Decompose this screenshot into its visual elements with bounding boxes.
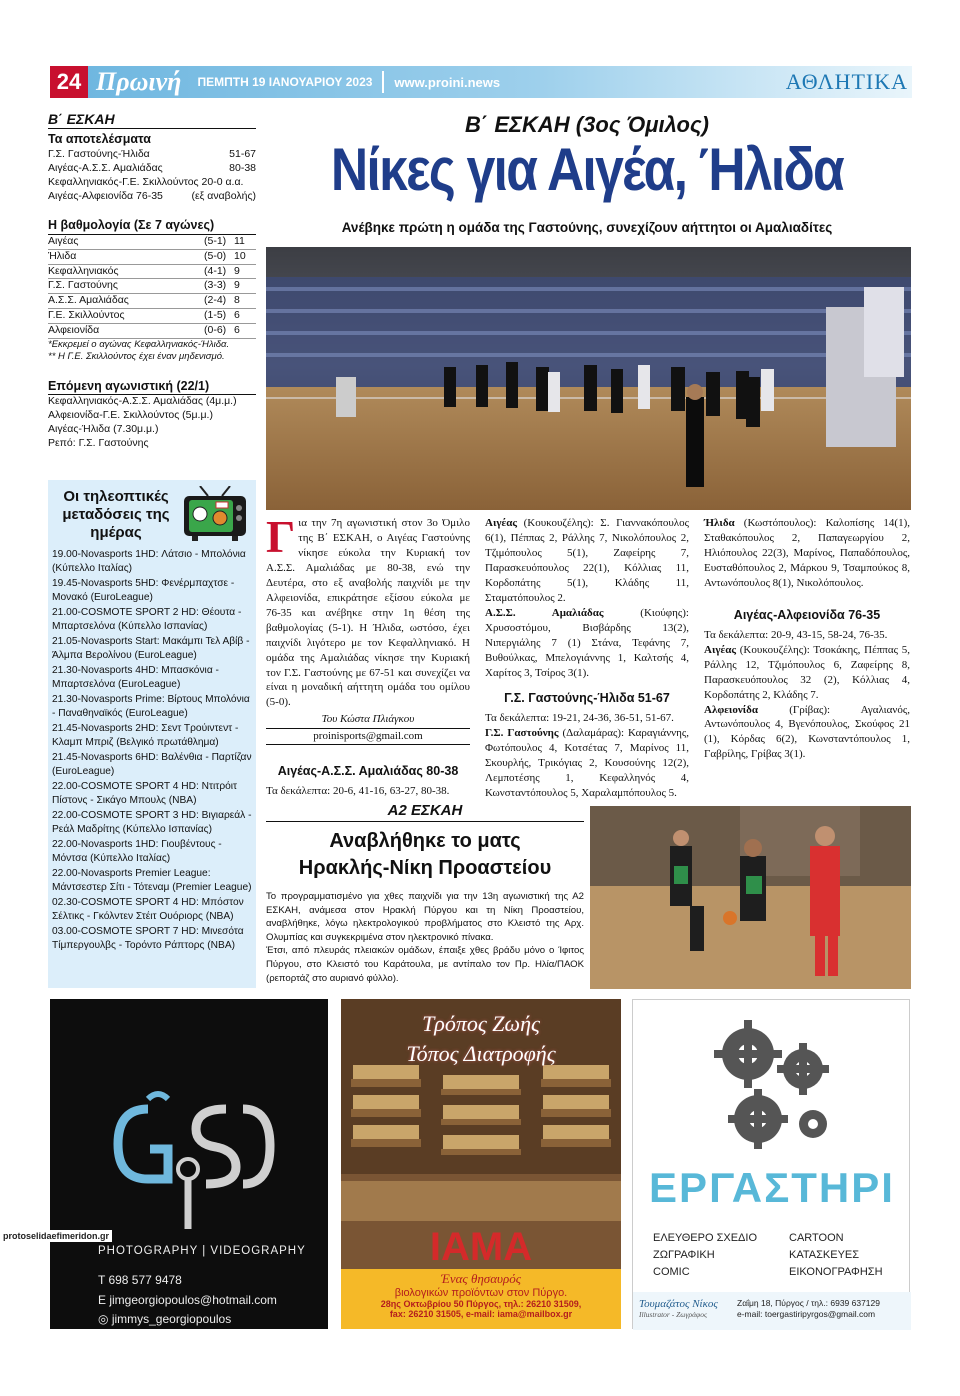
dropcap: Γ: [266, 511, 296, 562]
team-points: 8: [234, 294, 240, 307]
next-round-item: Αλφειονίδα-Γ.Ε. Σκιλλούντος (5μ.μ.): [48, 408, 213, 421]
standings-row: [48, 324, 256, 339]
team-name: Γ.Σ. Γαστούνης: [48, 279, 118, 292]
tv-schedule-item: 21.30-Novasports 4HD: Μπασκόνια - Μπαρτσελόνα (EuroLeague): [52, 664, 219, 691]
standings-row: [48, 250, 256, 265]
artist-role: Illustrator - Ζωγράφος: [639, 1310, 707, 1319]
next-round-item: Κεφαλληνιακός-Α.Σ.Σ. Αμαλιάδας (4μ.μ.): [48, 395, 237, 408]
result-match: Αιγέας-Αλφειονίδα 76-35: [48, 189, 163, 202]
page-number: 24: [50, 66, 88, 98]
game2-title: Γ.Σ. Γαστούνης-Ήλιδα 51-67: [504, 691, 670, 706]
game2-team1-lineup: [485, 726, 689, 801]
standings-row: [48, 309, 256, 324]
article-column-1: [266, 511, 470, 799]
game1-team2-lineup: [485, 606, 689, 681]
next-round-title: Επόμενη αγωνιστική (22/1): [48, 378, 256, 396]
result-row: [48, 176, 256, 190]
page-header: [50, 66, 912, 98]
instagram-handle: jimmys_georgiopoulos: [111, 1312, 232, 1326]
team-record: (5-0): [204, 249, 227, 262]
result-row: [48, 162, 256, 176]
standings-row: [48, 294, 256, 309]
lineup-text: (Κιούφης): Χρυσοστόμου, Βισβάρδης 13(2), Νιπεργιάλης 7 (1) Στάνα, Τεφάνης 7, Βυθούλκας, Μπελογιάννης 1, Καλτσής 4, Χαρίτος 3, Τσίρος 3(1).: [485, 606, 689, 679]
results-list: [48, 148, 256, 203]
team-name: Ήλιδα: [704, 517, 735, 529]
website-link[interactable]: www.proini.news: [394, 74, 501, 90]
team-name: Γ.Ε. Σκιλλούντος: [48, 309, 125, 322]
team-record: (1-5): [204, 309, 227, 322]
ad-info-band: [341, 1269, 621, 1329]
art-workshop-ad[interactable]: [632, 999, 910, 1329]
team-points: 11: [234, 234, 245, 247]
section-title: ΑΘΛΗΤΙΚΑ: [785, 69, 908, 94]
result-row: [48, 148, 256, 162]
lineup-text: (Κουκουζέλης): Σ. Γιαννακόπουλος 6(1), Πέππας 2, Ράλλης 7, Νικολόπουλος 2, Τζιμόπουλος 5(1), Ζαφείρης 7, Παρασκευόπουλος 22(1), Κόλλιας 11, Κορδοπάτης 5(1), Κλάδης 11, Σταματόπουλος 2.: [485, 517, 689, 604]
article-email[interactable]: proinisports@gmail.com: [266, 728, 470, 745]
header-divider: [382, 71, 384, 93]
result-match: Γ.Σ. Γαστούνης-Ήλιδα: [48, 147, 150, 160]
article-column-2: [485, 516, 689, 801]
result-score: 51-67: [229, 147, 256, 160]
game1-team1-lineup: [485, 516, 689, 606]
a2-headline-line: Ηρακλής-Νίκη Προαστείου: [298, 857, 552, 879]
basketball-action-photo: [590, 806, 911, 989]
tv-schedule-item: 03.00-COSMOTE SPORT 7 HD: Μινεσότα Τίμπεργουλβς - Τορόντο Ράπτορς (NBA): [52, 925, 244, 952]
tv-schedule-item: 21.30-Novasports Prime: Βίρτους Μπολόνια - Παναθηναϊκός (EuroLeague): [52, 693, 250, 720]
result-match: Αιγέας-Α.Σ.Σ. Αμαλιάδας: [48, 161, 163, 174]
header-bar: [88, 66, 912, 98]
standings-table: [48, 235, 256, 339]
article-headline: Νίκες για Αιγέα, Ήλιδα: [330, 136, 844, 203]
a2-headline: [266, 828, 584, 882]
iama-store-ad[interactable]: [341, 999, 621, 1329]
team-name: Γ.Σ. Γαστούνης: [485, 727, 559, 740]
lineup-text: (Κουκουζέλης): Τσοκάκης, Πέππας 5, Ράλλης 12, Τζιμόπουλος 6, Ζαφείρης 8, Παρασκευόπουλος 32 (2), Κόλλιας 4, Κορδοπάτης 2, Κλάδης 7.: [704, 643, 910, 701]
team-record: (0-6): [204, 324, 227, 337]
result-score: (εξ αναβολής): [191, 189, 256, 202]
gears-icon: [703, 1014, 843, 1154]
standings-note: *Εκκρεμεί ο αγώνας Κεφαλληνιακός-Ήλιδα.: [48, 338, 230, 350]
article-subhead: Ανέβηκε πρώτη η ομάδα της Γαστούνης, συνεχίζουν αήττητοι οι Αμαλιαδίτες: [341, 220, 833, 235]
service-item: ΕΙΚΟΝΟΓΡΑΦΗΣΗ: [789, 1266, 883, 1278]
team-name: Α.Σ.Σ. Αμαλιάδας: [485, 606, 604, 619]
tv-schedule-item: 21.00-COSMOTE SPORT 2 HD: Θέουτα - Μπαρτσελόνα (Κύπελλο Ισπανίας): [52, 606, 242, 633]
ad-email: E jimgeorgiopoulos@hotmail.com: [98, 1293, 277, 1307]
next-round-list: [48, 395, 256, 450]
services-left: [653, 1230, 757, 1281]
team-name: Αλφειονίδα: [48, 324, 100, 337]
team-points: 9: [234, 279, 240, 292]
tv-schedule-item: 19.00-Novasports 1HD: Λάτσιο - Μπολόνια (Κύπελλο Ιταλίας): [52, 549, 246, 575]
artist-name-text: Τουμαζάτος Νίκος: [639, 1298, 718, 1310]
tv-schedule-title: Οι τηλεοπτικές μεταδόσεις της ημέρας: [62, 488, 170, 541]
team-points: 9: [234, 264, 240, 277]
ad-address: 28ης Οκτωβρίου 50 Πύργος, τηλ.: 26210 31509,: [380, 1299, 582, 1309]
team-record: (2-4): [204, 294, 227, 307]
issue-date: ΠΕΜΠΤΗ 19 ΙΑΝΟΥΑΡΙΟΥ 2023: [197, 75, 373, 89]
service-item: ΖΩΓΡΑΦΙΚΗ: [653, 1249, 715, 1261]
results-title: Τα αποτελέσματα: [48, 132, 151, 147]
ad-subtitle: PHOTOGRAPHY | VIDEOGRAPHY: [98, 1245, 306, 1257]
article-intro: [266, 511, 470, 710]
ad-footer: [633, 1292, 911, 1330]
a2-paragraph: Το προγραμματισμένο για χθες παιχνίδι για την 13η αγωνιστική της Α2 ΕΣΚΑΗ, ανάμεσα στον Ηρακλή Πύργου και τη Νίκη Προαστείου, αναβλήθηκε, λόγω ηλεκτρολογικού προβλήματος στο Κλειστό της Αρχ. Ολυμπίας και συγκεκριμένα στον ηλεκτρονικό πίνακα.: [266, 891, 584, 943]
brand-logo: Πρωινή: [96, 67, 182, 96]
ad-instagram: [98, 1312, 231, 1326]
tv-schedule-item: 22.00-COSMOTE SPORT 4 HD: Ντιτρόιτ Πίστονς - Σικάγο Μπουλς (NBA): [52, 780, 238, 807]
iama-logo: ΙΑΜΑ: [429, 1225, 533, 1269]
team-record: (5-1): [204, 234, 227, 247]
a2-paragraph: Έτσι, από πλευράς πλειακών ομάδων, έπαιξε χθες βράδυ μόνο ο Ίφιτος Πύργου, στο Κλειστό του Καράτουλα, με αντίπαλο τον Πρ. Ηλία/ΠΑΟΚ (ρεπορτάζ στο αυριανό φύλλο).: [266, 945, 584, 984]
service-item: CARTOON: [789, 1232, 844, 1244]
services-right: [789, 1230, 883, 1281]
article-intro-text: ια την 7η αγωνιστική στον 3ο Όμιλο της Β΄ ΕΣΚΑΗ, ο Αιγέας Γαστούνης νίκησε εύκολα την Κυριακή τον Α.Σ.Σ. Αμαλιάδας με 80-38, ενώ την Δευτέρα, στο εξ αναβολής παιχνίδι με την Αλφειονίδα, επικράτησε εξίσου εύκολα με 76-35 και ανέβηκε στην 1η θέση της βαθμολογίας (5-1). Η Ήλιδα, ωστόσο, έχει παιχνίδι λιγότερο με τον Κεφαλληνιακό. Η ομάδα της Αμαλιάδας νίκησε την Κυριακή τον Γ.Σ. Γαστούνης με 67-51 και συνεχίζει να είναι η μοναδική αήττητη ομάδα του ομίλου (5-0).: [266, 517, 470, 709]
standings-row: [48, 279, 256, 294]
team-name: Αιγέας: [704, 643, 736, 656]
service-item: ΕΛΕΥΘΕΡΟ ΣΧΕΔΙΟ: [653, 1232, 758, 1244]
artist-contact: [733, 1292, 884, 1330]
standings-title: Η βαθμολογία (Σε 7 αγώνες): [48, 217, 256, 235]
lineup-text: (Κωστόπουλος): Καλοπίσης 14(1), Σταθακόπουλος 2, Παπαγεωργίου 2, Ηλιόπουλος 22(3), Μαρίνος, Παπαδόπουλος, Ευσταθόπουλος 2, Μάρκου 9, Τσαμπούκος 8, Αντωνόπουλος 8(1), Νικολόπουλος.: [704, 517, 910, 589]
tv-schedule-item: 02.30-COSMOTE SPORT 4 HD: Μπόστον Σέλτικς - Γκόλντεν Στέιτ Ουόριορς (NBA): [52, 896, 244, 923]
tv-schedule-item: 22.00-Novasports 1HD: Γιουβέντους - Μόντσα (Κύπελλο Ιταλίας): [52, 838, 222, 865]
next-round-item: Αιγέας-Ήλιδα (7.30μ.μ.): [48, 422, 159, 435]
service-item: COMIC: [653, 1266, 690, 1278]
site-watermark: protoselidaefimeridon.gr: [0, 1230, 112, 1242]
league-title: Β΄ ΕΣΚΑΗ: [48, 110, 256, 129]
team-name: Κεφαλληνιακός: [48, 264, 119, 277]
standings-row: [48, 265, 256, 280]
tv-schedule-list: [52, 548, 252, 954]
tv-schedule-item: 22.00-COSMOTE SPORT 3 HD: Βιγιαρεάλ - Ρεάλ Μαδρίτης (Κύπελλο Ισπανίας): [52, 809, 252, 836]
tv-schedule-item: 19.45-Novasports 5HD: Φενέρμπαχτσε - Μονακό (EuroLeague): [52, 577, 235, 604]
tv-sports-icon: [182, 486, 248, 542]
team-name: Αλφειονίδα: [704, 703, 758, 716]
artist-address: Ζαΐμη 18, Πύργος / τηλ.: 6939 637129: [737, 1298, 880, 1308]
ad-tagline: Ένας θησαυρός: [441, 1271, 521, 1286]
ad-tagline: βιολογικών προϊόντων στον Πύργο.: [394, 1287, 568, 1299]
gsd-logo-icon: [108, 1089, 278, 1239]
artist-email: e-mail: toergastiripyrgos@gmail.com: [737, 1309, 876, 1320]
a2-kicker: Α2 ΕΣΚΑΗ: [266, 802, 584, 822]
team-record: (4-1): [204, 264, 227, 277]
instagram-icon: ◎: [98, 1312, 112, 1326]
team-name: Αιγέας: [485, 517, 517, 529]
team-points: 10: [234, 249, 246, 262]
game1-quarters: Τα δεκάλεπτα: 20-6, 41-16, 63-27, 80-38.: [266, 785, 450, 798]
team-points: 6: [234, 309, 240, 322]
result-row: [48, 190, 256, 204]
team-points: 6: [234, 324, 240, 337]
standings-note: ** Η Γ.Ε. Σκιλλούντος έχει έναν μηδενισμό.: [48, 351, 225, 363]
left-sidebar: [48, 110, 256, 451]
tv-schedule-item: 21.45-Novasports 6HD: Βαλένθια - Παρτίζαν (EuroLeague): [52, 751, 252, 778]
a2-body: [266, 890, 584, 985]
team-record: (3-3): [204, 279, 227, 292]
game3-title: Αιγέας-Αλφειονίδα 76-35: [733, 607, 881, 622]
lineup-text: (Γρίβας): Αγαλιανός, Αντωνόπουλος 4, Βγενόπουλος, Σκούφος 21 (1), Κόρδας 6(2), Κωνσταντόπουλος 1, Γαβρίλης, Γρίβας 3(1).: [704, 703, 910, 761]
tv-schedule-box: [48, 480, 256, 988]
team-name: Α.Σ.Σ. Αμαλιάδας: [48, 294, 129, 307]
service-item: ΚΑΤΑΣΚΕΥΕΣ: [789, 1249, 860, 1261]
game3-team1-lineup: [704, 643, 910, 703]
tv-schedule-item: 21.45-Novasports 2HD: Σεντ Τρούιντεντ - Κλαμπ Μπριζ (Βελγικό πρωτάθλημα): [52, 722, 239, 749]
lineup-text: (Δαλαμάρας): Καραγιάννης, Φωτόπουλος 4, Κοτσέτας 7, Μαρίνος 11, Σκουρλής, Τρικόγιας 2, Κουσούνης 12(2), Λεμποτέσης 1, Κεφαλληνός 4, Κωνσταντόπουλος 5, Χαραλαμπόπουλος 5.: [485, 727, 689, 800]
team-name: Ήλιδα: [48, 249, 77, 262]
tv-schedule-item: 22.00-Novasports Premier League: Μάντσεστερ Σίτι - Τότεναμ (Premier League): [52, 867, 252, 894]
ad-slogan: Τρόπος Ζωής: [422, 1011, 540, 1036]
standings-row: [48, 235, 256, 250]
basketball-court-photo: [266, 247, 911, 510]
game3-team2-lineup: [704, 703, 910, 763]
spacer: [48, 364, 256, 376]
ad-phone: T 698 577 9478: [98, 1273, 182, 1287]
team-name: Αιγέας: [48, 234, 79, 247]
spacer: [48, 203, 256, 215]
a2-headline-line: Αναβλήθηκε το ματς: [329, 830, 521, 852]
artist-name: [633, 1292, 733, 1330]
result-score: 80-38: [229, 161, 256, 174]
tv-schedule-item: 21.05-Novasports Start: Μακάμπι Τελ Αβίβ - Άλμπα Βερολίνου (EuroLeague): [52, 635, 250, 662]
game2-team2-lineup: [704, 516, 910, 591]
next-round-item: Ρεπό: Γ.Σ. Γαστούνης: [48, 436, 149, 449]
article-author: Του Κώστα Πλιάγκου: [321, 713, 415, 726]
game3-quarters: Τα δεκάλεπτα: 20-9, 43-15, 58-24, 76-35.: [704, 628, 888, 641]
game1-title: Αιγέας-Α.Σ.Σ. Αμαλιάδας 80-38: [277, 764, 459, 779]
photography-ad[interactable]: [50, 999, 328, 1329]
result-match: Κεφαλληνιακός-Γ.Ε. Σκιλλούντος 20-0 α.α.: [48, 175, 244, 188]
ad-contact: fax: 26210 31505, e-mail: iama@mailbox.gr: [389, 1309, 573, 1319]
article-column-3: [704, 516, 910, 762]
game2-quarters: Τα δεκάλεπτα: 19-21, 24-36, 36-51, 51-67.: [485, 712, 674, 725]
ad-slogan: Τόπος Διατροφής: [406, 1041, 556, 1066]
workshop-logo: ΕΡΓΑΣΤΗΡΙ: [649, 1164, 895, 1211]
article-kicker: Β΄ ΕΣΚΑΗ (3ος Όμιλος): [465, 112, 709, 137]
